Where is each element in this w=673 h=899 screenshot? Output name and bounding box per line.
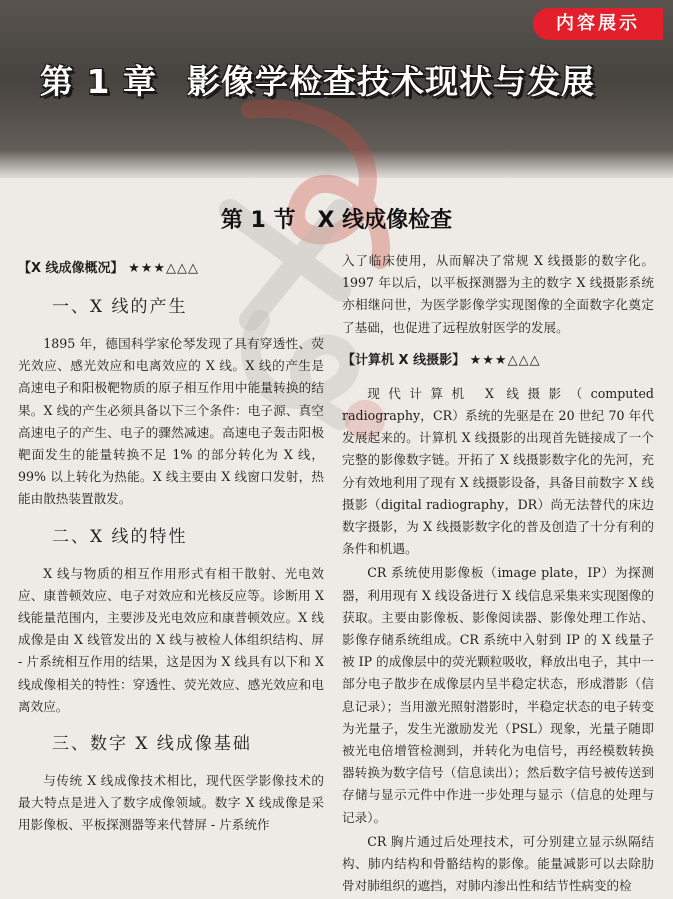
heading-digital-imaging-basics: 三、数字 X 线成像基础: [52, 734, 252, 755]
chapter-number: 第 1 章: [40, 62, 157, 101]
star-rating: ★★★△△△: [469, 352, 541, 368]
right-column: [342, 250, 654, 899]
key-point-xray-overview: [18, 257, 324, 281]
section-name: X 线成像检查: [317, 208, 453, 233]
paragraph-cr-system: CR 系统使用影像板（image plate，IP）为探测器，利用现有 X 线设备进行 X 线信息采集来实现图像的获取。主要由影像板、影像阅读器、影像处理工作站、影像存储系统组成。CR 系统中入射到 IP 的 X 线量子被 IP 的成像层中的荧光颗粒吸收，释放出电子，其中一部分电子散步在成像层内呈半稳定状态，形成潜影（信息记录）；当用激光照射潜影时，半稳定状态的电子转变为光量子，发生光激励发光（PSL）现象，光量子随即被光电倍增管检测到，并转化为电信号，再经模数转换器转换为数字信号（信息读出）；然后数字信号被传送到存储与显示元件中作进一步处理与显示（信息的处理与记录）。: [342, 565, 654, 825]
key-point-label: 【计算机 X 线摄影】: [342, 352, 466, 368]
content-display-badge: 内容展示: [533, 8, 663, 40]
heading-xray-properties: 二、X 线的特性: [52, 526, 188, 547]
paragraph-cr-chest: CR 胸片通过后处理技术，可分别建立显示纵隔结构、肺内结构和骨骼结构的影像。能量减影可以去除肋骨对肺组织的遮挡，对肺内渗出性和结节性病变的检: [342, 833, 654, 894]
key-point-label: 【X 线成像概况】: [18, 261, 124, 276]
chapter-banner: [0, 0, 673, 178]
section-number: 第 1 节: [220, 208, 296, 233]
paragraph-continued: 入了临床使用，从而解决了常规 X 线摄影的数字化。1997 年以后，以平板探测器为主的数字 X 线摄影系统亦相继问世，为医学影像学实现图像的全面数字化奠定了基础，也促进了远程放射医学的发展。: [342, 253, 654, 335]
paragraph-xray-properties: X 线与物质的相互作用形式有相干散射、光电效应、康普顿效应、电子对效应和光核反应等。诊断用 X 线能量范围内，主要涉及光电效应和康普顿效应。X 线成像是由 X 线管发出的 X 线与被检人体组织结构、屏 - 片系统相互作用的结果，这是因为 X 线具有以下和 X 线成像相关的特性：穿透性、荧光效应、感光效应和电离效应。: [18, 565, 324, 714]
chapter-title: [40, 56, 595, 103]
paragraph-xray-generation: 1895 年，德国科学家伦琴发现了具有穿透性、荧光效应、感光效应和电离效应的 X 线。X 线的产生是高速电子和阳极靶物质的原子相互作用中能量转换的结果。X 线的产生必须具备以下三个条件：电子源、真空高速电子的产生、电子的骤然减速。高速电子轰击阳极靶面发生的能量转换不足 1% 的部分转化为 X 线，99% 以上转化为热能。X 线主要由 X 线窗口发射，热能由散热装置散发。: [18, 336, 324, 507]
star-rating: ★★★△△△: [128, 261, 200, 276]
heading-xray-generation: 一、X 线的产生: [52, 297, 188, 317]
paragraph-digital-imaging: 与传统 X 线成像技术相比，现代医学影像技术的最大特点是进入了数字成像领域。数字 X 线成像是采用影像板、平板探测器等来代替屏 - 片系统作: [18, 773, 324, 833]
left-column: [18, 255, 324, 839]
paragraph-cr-history: 现代计算机 X 线摄影（computed radiography，CR）系统的先驱是在 20 世纪 70 年代发展起来的。计算机 X 线摄影的出现首先链接成了一个完整的影像数字链。开拓了 X 线摄影数字化的先河，充分有效地利用了现有 X 线摄影设备，具备目前数字 X 线摄影（digital radiography，DR）尚无法替代的床边数字摄影，为 X 线摄影数字化的普及创造了十分有利的条件和机遇。: [342, 385, 654, 557]
key-point-computed-radiography: [342, 349, 654, 373]
chapter-name: 影像学检查技术现状与发展: [186, 62, 595, 101]
section-title: [0, 203, 673, 234]
